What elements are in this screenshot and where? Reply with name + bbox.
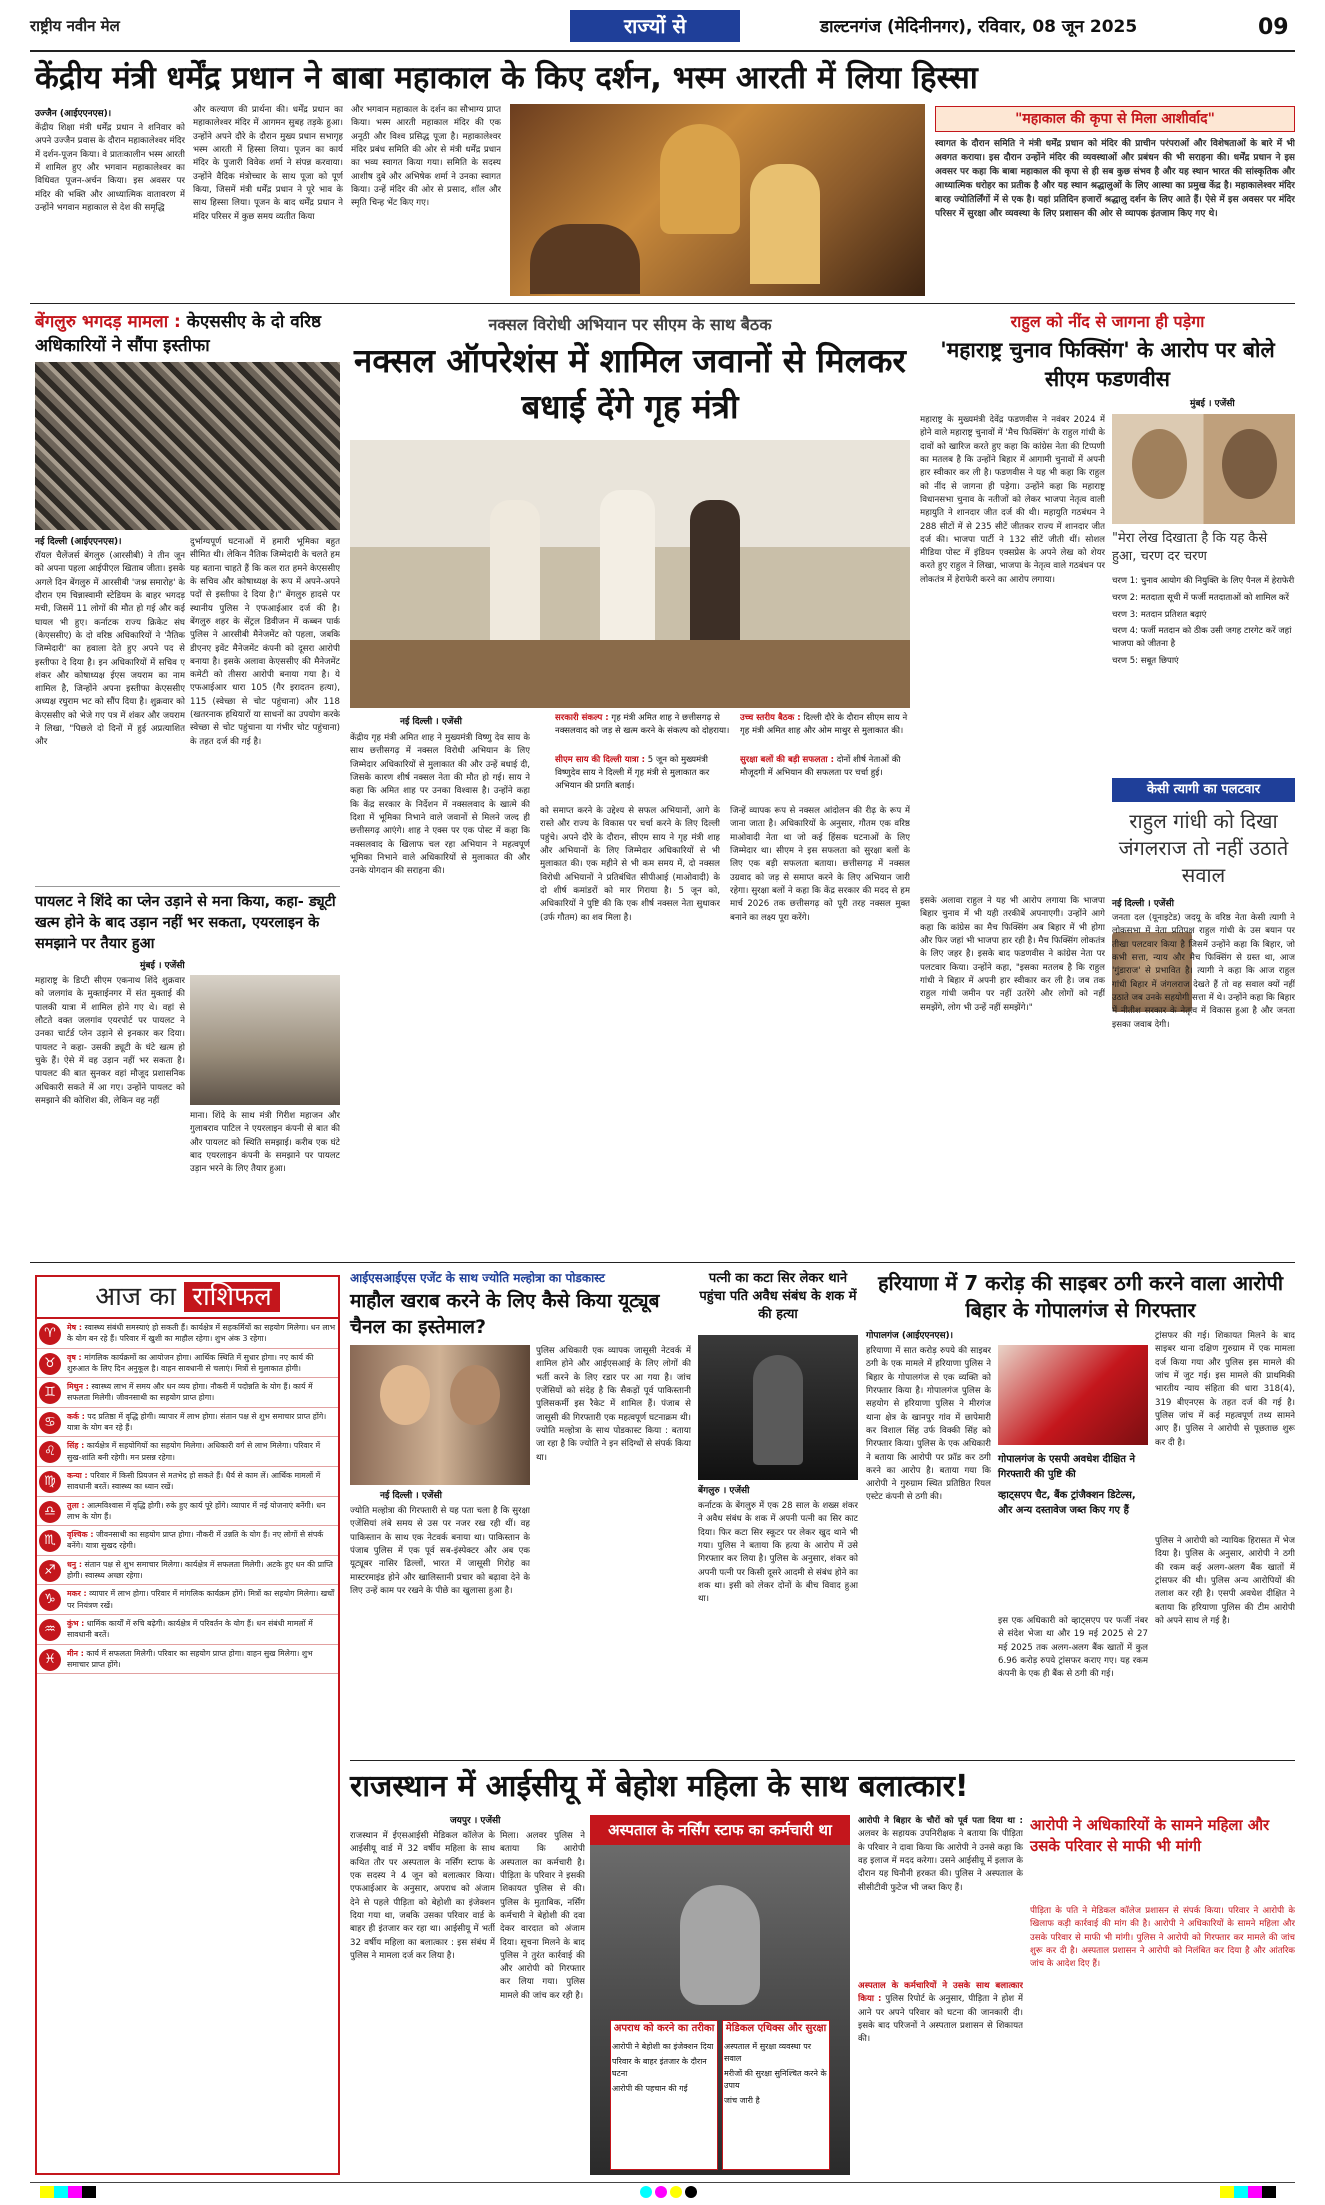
- photo-rahul-fadnavis: [1112, 414, 1295, 524]
- a9-bottom: इस एक अधिकारी को व्हाट्सएप पर फर्जी नंबर से संदेश भेजा था और 19 मई 2025 से 27 मई 2025 तक अलग-अलग बैंक खातों में कुल 6.96 करोड़ रुपये ट्रांसफर कराए गए। यह रकम कंपनी के एक ही बैंक से ठगी की गई।: [998, 1616, 1148, 1680]
- a3-dateline: मुंबई । एजेंसी: [140, 961, 185, 971]
- a4-col2: को समाप्त करने के उद्देश्य से सफल अभियानों, आगे के रास्ते और राज्य के विकास पर चर्चा करने के लिए दिल्ली पहुंचे। अपने दौरे के दौरान, सीएम साय ने गृह मंत्री शाह और अभियानों के लिए जिम्मेदार अधिकारियों से भी मुलाकात की। एक महीने से भी कम समय में, दो नक्सल विरोधी अभियानों ने प्रतिबंधित सीपीआई (माओवादी) के दो शीर्ष कमांडरों को मार गिराया है। 5 जून को, अधिकारियों ने पुष्टि की कि एक शीर्ष नक्सल नेता सुधाकर (उर्फ गौतम) का शव मिला है।: [540, 806, 720, 923]
- a6-dateline: नई दिल्ली । एजेंसी: [1112, 899, 1174, 909]
- a7-col2: पुलिस अधिकारी एक व्यापक जासूसी नेटवर्क में शामिल होने और आईएसआई के लिए लोगों की भर्ती करने के लिए रडार पर आ गया है। जांच एजेंसियों को संदेह है कि सैकड़ों पूर्व पाकिस्तानी पुलिसकर्मी इस रैकेट में शामिल हैं। पंजाब से जासूसी की गिरफ्तारी एक महत्वपूर्ण घटनाक्रम थी। ज्योति मल्होत्रा के साथ पोडकास्ट किया : बताया जा रहा है कि ज्योति ने इन संदिग्धों से संपर्क किया था।: [536, 1346, 691, 1463]
- page-number: 09: [1258, 15, 1289, 40]
- rashi-name: वृश्चिक :: [67, 1530, 94, 1540]
- rashi-row: [37, 1645, 338, 1675]
- a10-col1: राजस्थान में ईएसआईसी मेडिकल कॉलेज के आईसीयू वार्ड में 32 वर्षीय महिला के साथ कथित तौर पर अस्पताल के नर्सिंग स्टाफ के एक सदस्य ने 4 जून को बलात्कार किया। एफआईआर के अनुसार, अपराध को अंजाम देने से पहले पीड़िता को बेहोशी का इंजेक्शन दिया गया था, जबकि उसका परिवार वार्ड के बाहर ही इंतजार कर रहा था। आईसीयू में भर्ती 32 वर्षीय महिला का बलात्कार : इस संबंध में पुलिस ने मामला दर्ज कर लिया है।: [350, 1831, 495, 1961]
- step-2: चरण 2: मतदाता सूची में फर्जी मतदाताओं को शामिल करें: [1112, 592, 1289, 603]
- a9-col2: ट्रांसफर की गई। शिकायत मिलने के बाद साइबर थाना दक्षिण गुरुग्राम में एक मामला दर्ज किया गया और पुलिस इस मामले की जांच में जुट गई। इस मामले की प्राथमिकी भारतीय न्याय संहिता की धारा 318(4), 319 बीएनएस के तहत दर्ज की गई है। पुलिस जांच में कई महत्वपूर्ण तथ्य सामने आए हैं। पुलिस ने आरोपी से पूछताछ शुरू कर दी है।: [1155, 1331, 1295, 1448]
- zodiac-icon: ♒: [39, 1619, 61, 1641]
- rule-3: [30, 1262, 1295, 1263]
- zodiac-icon: ♌: [39, 1441, 61, 1463]
- rashi-text: धार्मिक कार्यों में रुचि बढ़ेगी। कार्यक्षेत्र में परिवर्तन के योग हैं। धन संबंधी मामलों में सावधानी बरतें।: [67, 1618, 313, 1640]
- b4-title: सुरक्षा बलों की बड़ी सफलता :: [740, 755, 834, 765]
- rashi-text: आत्मविश्वास में वृद्धि होगी। रुके हुए कार्य पूरे होंगे। व्यापार में नई योजनाएं बनेंगी। धन लाभ के योग हैं।: [67, 1500, 326, 1521]
- rashi-name: मेष :: [67, 1323, 83, 1332]
- a10-box1: [612, 2022, 716, 2172]
- rashi-text: व्यापार में लाभ होगा। परिवार में मांगलिक कार्यक्रम होंगे। मित्रों का सहयोग मिलेगा। खर्चों पर नियंत्रण रखें।: [67, 1589, 335, 1610]
- a2-headline: [35, 310, 340, 358]
- a8-col1: कर्नाटक के बेंगलुरु में एक 28 साल के शख्स शंकर ने अवैध संबंध के शक में अपनी पत्नी का सिर काट दिया। फिर कटा सिर स्कूटर पर लेकर खुद थाने भी गया। पुलिस ने बताया कि हत्या के आरोप में उसे गिरफ्तार कर लिया है। पुलिस के अनुसार, शंकर को अपनी पत्नी पर किसी दूसरे आदमी से संबंध होने का शक था। इसी को लेकर दोनों के बीच विवाद हुआ था।: [698, 1501, 858, 1605]
- a7-dateline: नई दिल्ली । एजेंसी: [380, 1491, 442, 1501]
- rashi-row: [37, 1378, 338, 1408]
- rashi-name: कुंभ :: [67, 1618, 85, 1628]
- photo-stampede: [35, 362, 340, 530]
- a5-col1: महाराष्ट्र के मुख्यमंत्री देवेंद्र फडणवीस ने नवंबर 2024 में होने वाले महाराष्ट्र चुनावों में 'मैच फिक्सिंग' के राहुल गांधी के दावों को खारिज करते हुए कहा कि कांग्रेस नेता की टिप्पणी का मतलब है कि उन्होंने बिहार में आगामी चुनावों में अपनी हार स्वीकार कर ली है। फडणवीस ने यह भी कहा कि राहुल को नींद से जागना ही पड़ेगा। उन्होंने कहा कि महाराष्ट्र विधानसभा चुनाव के नतीजों को लेकर भाजपा नेतृत्व वाली महायुति ने शानदार जीत दर्ज की थी। महायुति गठबंधन ने 288 सीटों में से 235 सीटें जीतकर राज्य में शानदार जीत दर्ज की। भाजपा पार्टी ने 132 सीटें जीती थीं। सोशल मीडिया पोस्ट में इंडियन एक्सप्रेस के अपने लेख को शेयर करते हुए राहुल ने लिखा, भाजपा के नेतृत्व वाले गठबंधन पर लोकतंत्र में हेराफेरी करने का आरोप लगाया।: [920, 415, 1105, 585]
- a6-headline: राहुल गांधी को दिखा जंगलराज तो नहीं उठाते सवाल: [1118, 809, 1289, 887]
- a10-box2-item-1: अस्पताल में सुरक्षा व्यवस्था पर सवाल: [724, 2041, 812, 2063]
- rashi-row: [37, 1526, 338, 1556]
- rashi-name: कर्क :: [67, 1411, 85, 1421]
- a1-col1: केंद्रीय शिक्षा मंत्री धर्मेंद्र प्रधान ने शनिवार को अपने उज्जैन प्रवास के दौरान महाकालेश्वर मंदिर में दर्शन-पूजन किया। वे प्रातःकालीन भस्म आरती में शामिल हुए और भगवान महाकालेश्वर का विधिवत पूजन-अर्चन किया। इस अवसर पर मंदिर की भक्ति और आध्यात्मिक वातावरण में उन्होंने भगवान महाकाल से देश की समृद्धि: [35, 123, 185, 213]
- a10-side2: [858, 1980, 1023, 2175]
- photo-crime-illustration: [698, 1335, 858, 1480]
- rashi-name: तुला :: [67, 1500, 85, 1510]
- a10-banner: अस्पताल के नर्सिंग स्टाफ का कर्मचारी था: [590, 1815, 850, 1845]
- rashi-name: मकर :: [67, 1589, 87, 1599]
- b3-text: दिल्ली दौरे के दौरान सीएम साय ने गृह मंत्री अमित शाह और ओम माथुर से मुलाकात की।: [740, 713, 908, 736]
- zodiac-icon: ♉: [39, 1353, 61, 1375]
- a6-kicker: केसी त्यागी का पलटवार: [1112, 778, 1295, 802]
- a10-right: पीड़िता के पति ने मेडिकल कॉलेज प्रशासन से संपर्क किया। परिवार ने आरोपी के खिलाफ कड़ी कार्रवाई की मांग की है। आरोपी ने अधिकारियों के सामने महिला और उसके परिवार से माफी भी मांगी। पुलिस ने आरोपी को गिरफ्तार कर मामले की जांच शुरू कर दी है। अस्पताल प्रशासन ने आरोपी को निलंबित कर दिया है और आंतरिक जांच के आदेश दिए हैं।: [1030, 1906, 1295, 1970]
- a4-col3: जिन्हें व्यापक रूप से नक्सल आंदोलन की रीढ़ के रूप में जाना जाता है। अधिकारियों के अनुसार, गौतम एक वरिष्ठ माओवादी नेता था जो कई हिंसक घटनाओं के लिए जिम्मेदार था। सीएम ने इस सफलता को सुरक्षा बलों के लिए एक बड़ी सफलता बताया। छत्तीसगढ़ में नक्सल उग्रवाद को जड़ से समाप्त करने के लिए अभियान जारी रहेगा। सुरक्षा बलों ने कहा कि केंद्र सरकार की मदद से हम मार्च 2026 तक छत्तीसगढ़ को पूरी तरह नक्सल मुक्त बनाने का लक्ष्य पूरा करेंगे।: [730, 806, 910, 923]
- photo-amit-shah-meeting: [350, 440, 910, 708]
- rashi-row: [37, 1585, 338, 1615]
- a10-box1-item-1: आरोपी ने बेहोशी का इंजेक्शन दिया: [612, 2041, 714, 2051]
- a10-dateline: जयपुर । एजेंसी: [450, 1816, 501, 1826]
- rashi-text: परिवार में किसी प्रियजन से मतभेद हो सकते हैं। धैर्य से काम लें। आर्थिक मामलों में सावधानी बरतें। स्वास्थ्य का ध्यान रखें।: [67, 1470, 321, 1492]
- a5-steps: [1112, 575, 1295, 668]
- zodiac-icon: ♋: [39, 1412, 61, 1434]
- a9-headline: हरियाणा में 7 करोड़ की साइबर ठगी करने वाला आरोपी बिहार के गोपालगंज से गिरफ्तार: [877, 1271, 1284, 1322]
- step-4: चरण 4: फर्जी मतदान को ठीक उसी जगह टारगेट करें जहां भाजपा को जीतना है: [1112, 626, 1292, 649]
- a10-side-title: आरोपी ने बिहार के चौरों को पूर्व पता दिया था :: [858, 1816, 1023, 1826]
- a10-right-headline: आरोपी ने अधिकारियों के सामने महिला और उसके परिवार से माफी भी मांगी: [1030, 1816, 1270, 1855]
- a1-col2: और कल्याण की प्रार्थना की। धर्मेंद्र प्रधान का महाकालेश्वर मंदिर में आगमन सुबह तड़के हुआ। उन्होंने अपने दौरे के दौरान मुख्य प्रधान सभागृह भस्म आरती में हिस्सा लिया। पूजन का कार्य मंदिर के पुजारी विवेक शर्मा ने संपन्न करवाया। उन्होंने वैदिक मंत्रोच्चार के साथ पूजा को पूर्ण किया, जिसमें मंत्री धर्मेंद्र प्रधान ने पूरे भाव के साथ हिस्सा लिया। पूजन के बाद धर्मेंद्र प्रधान ने मंदिर परिसर में कुछ समय व्यतीत किया: [193, 105, 343, 222]
- rashi-text: स्वास्थ्य संबंधी समस्याएं हो सकती हैं। कार्यक्षेत्र में सहकर्मियों का सहयोग मिलेगा। धन लाभ के योग बन रहे हैं। परिवार में खुशी का माहौल रहेगा। शुभ अंक 3 रहेगा।: [67, 1323, 336, 1344]
- a1-col3: और भगवान महाकाल के दर्शन का सौभाग्य प्राप्त किया। भस्म आरती महाकाल मंदिर की एक अनूठी और विश्व प्रसिद्ध पूजा है। महाकालेश्वर मंदिर प्रबंध समिति की ओर से मंत्री धर्मेंद्र प्रधान का भव्य स्वागत किया गया। समिति के सदस्य आशीष दुबे और अभिषेक शर्मा ने उनका स्वागत किया। उन्हें मंदिर की ओर से प्रसाद, शॉल और स्मृति चिन्ह भेंट किए गए।: [351, 105, 501, 209]
- rashifal-title-b: राशिफल: [184, 1282, 279, 1312]
- photo-shinde-plane: [190, 975, 340, 1105]
- a10-box1-item-2: परिवार के बाहर इंतजार के दौरान घटना: [612, 2056, 707, 2078]
- a10-side: [858, 1815, 1023, 1975]
- a10-box2-item-2: मरीजों की सुरक्षा सुनिश्चित करने के उपाय: [724, 2068, 827, 2090]
- a10-side2-text: पुलिस रिपोर्ट के अनुसार, पीड़िता ने होश में आने पर अपने परिवार को घटना की जानकारी दी। इसके बाद परिजनों ने अस्पताल प्रशासन से शिकायत की।: [858, 1994, 1023, 2045]
- photo-mahakal-temple: [510, 104, 925, 296]
- quote-banner: "महाकाल की कृपा से मिला आशीर्वाद": [935, 106, 1295, 132]
- a10-col2: मिला। अलवर पुलिस ने बताया कि आरोपी अस्पताल का कर्मचारी है। पीड़िता के परिवार ने इसकी शिकायत पुलिस से की। पुलिस के मुताबिक, नर्सिंग कर्मचारी ने बेहोशी की दवा देकर वारदात को अंजाम दिया। सूचना मिलने के बाद पुलिस ने तुरंत कार्रवाई की और आरोपी को गिरफ्तार कर लिया गया। पुलिस मामले की जांच कर रही है।: [500, 1831, 585, 2001]
- a10-side-text: अलवर के सहायक उपनिरीक्षक ने बताया कि पीड़िता के परिवार ने दावा किया कि आरोपी ने उनसे कहा कि वह इलाज में मदद करेगा। उसने आईसीयू में इलाज के दौरान यह घिनौनी हरकत की। पुलिस ने अस्पताल के सीसीटीवी फुटेज भी जब्त किए हैं।: [858, 1829, 1023, 1893]
- b4-text: दोनों शीर्ष नेताओं की मौजूदगी में अभियान की सफलता पर चर्चा हुई।: [740, 755, 901, 778]
- step-1: चरण 1: चुनाव आयोग की नियुक्ति के लिए पैनल में हेराफेरी: [1112, 576, 1295, 586]
- a9-col1: हरियाणा में सात करोड़ रुपये की साइबर ठगी के एक मामले में हरियाणा पुलिस ने बिहार के गोपालगंज से एक व्यक्ति को गिरफ्तार किया है। गोपालगंज पुलिस के सहयोग से हरियाणा पुलिस ने मीरगंज थाना क्षेत्र के खानपुर गांव में छापेमारी कर विशाल सिंह उर्फ विक्की सिंह को गिरफ्तार किया। पुलिस के एक अधिकारी ने बताया कि आरोपी पर फ्रॉड कर ठगी करने का आरोप है। बताया गया कि आरोपी ने गुरुग्राम स्थित प्रतिष्ठित रियल एस्टेट कंपनी से ठगी की।: [866, 1346, 991, 1503]
- photo-jyoti-malhotra: [350, 1345, 530, 1485]
- a1-quote-text: स्वागत के दौरान समिति ने मंत्री धर्मेंद्र प्रधान को मंदिर की प्राचीन परंपराओं और विशेषताओं के बारे में भी अवगत कराया। इस दौरान उन्होंने मंदिर की व्यवस्थाओं और प्रबंधन की भी सराहना की। धर्मेंद्र प्रधान ने इस अवसर पर कहा कि बाबा महाकाल की कृपा से ही सब कुछ संभव है और यह स्थान भारत की सांस्कृतिक और आध्यात्मिक धरोहर का प्रतीक है और यह स्थान श्रद्धालुओं के लिए आस्था का प्रमुख केंद्र है। महाकालेश्वर मंदिर बारह ज्योतिर्लिंगों में से एक है। यहां प्रतिदिन हजारों श्रद्धालु दर्शन के लिए आते हैं। ऐसे में इस अवसर पर मंदिर परिसर में सुरक्षा और व्यवस्था के लिए प्रशासन की ओर से व्यापक इंतजाम किए गए थे।: [935, 139, 1295, 219]
- rashifal-title-a: आज का: [95, 1282, 177, 1312]
- zodiac-icon: ♓: [39, 1649, 61, 1671]
- a3-col1: महाराष्ट्र के डिप्टी सीएम एकनाथ शिंदे शुक्रवार को जलगांव के मुक्ताईनगर में संत मुक्ताई की पालकी यात्रा में शामिल होने गए थे। वहां से लौटते वक्त जलगांव एयरपोर्ट पर पायलट ने उनका चार्टर्ड प्लेन उड़ाने से इनकार कर दिया। पायलट ने कहा- उसकी ड्यूटी के घंटे खत्म हो चुके हैं। ऐसे में वह उड़ान नहीं भर सकता है। पायलट की बात सुनकर वहां मौजूद प्रशासनिक अधिकारी सकते में आ गए। उन्होंने पायलट को समझाने की कोशिश की, लेकिन वह नहीं: [35, 976, 185, 1106]
- rashi-row: [37, 1349, 338, 1379]
- rashi-name: वृष :: [67, 1352, 82, 1362]
- rashi-name: कन्या :: [67, 1470, 88, 1480]
- a5-dateline: मुंबई । एजेंसी: [1190, 399, 1235, 409]
- a9-col3: पुलिस ने आरोपी को न्यायिक हिरासत में भेज दिया है। पुलिस के अनुसार, आरोपी ने ठगी की रकम कई अलग-अलग बैंक खातों में ट्रांसफर की थी। पुलिस अन्य आरोपियों की तलाश कर रही है। एसपी अवधेश दीक्षित ने बताया कि हरियाणा पुलिस की टीम आरोपी को अपने साथ ले गई है।: [1155, 1536, 1295, 1626]
- a4-bullet-3: [740, 712, 910, 752]
- rashi-row: [37, 1615, 338, 1645]
- b2-text: 5 जून को मुख्यमंत्री विष्णुदेव साय ने दिल्ली में गृह मंत्री से मुलाकात कर अभियान की प्रगति बताई।: [555, 755, 710, 791]
- rashifal-list: [37, 1319, 338, 1674]
- rashi-row: [37, 1319, 338, 1349]
- a2-dateline: नई दिल्ली (आईएएनएस)।: [35, 537, 122, 547]
- dateline-bar: डाल्टनगंज (मेदिनीनगर), रविवार, 08 जून 2025: [820, 17, 1138, 37]
- a2-col2: दुर्भाग्यपूर्ण घटनाओं में हमारी भूमिका बहुत सीमित थी। लेकिन नैतिक जिम्मेदारी के चलते हम यह बताना चाहते हैं कि कल रात हमने केएससीए के सचिव और कोषाध्यक्ष के रूप में अपने-अपने पदों से इस्तीफा दे दिया है।" बेंगलुरु हादसे पर स्थानीय पुलिस ने एफआईआर दर्ज की है। बेंगलुरु शहर के सेंट्रल डिवीजन में कब्बन पार्क पुलिस ने आरसीबी मैनेजमेंट को पहला, जबकि डीएनए इवेंट मैनेजमेंट कंपनी को दूसरा आरोपी बनाया है। इसके अलावा केएससीए की मैनेजमेंट कमेटी को तीसरा आरोपी बनाया गया है। ये एफआईआर धारा 105 (गैर इरादतन हत्या), 115 (स्वेच्छा से चोट पहुंचाना) और 118 (खतरनाक हथियारों या साधनों का उपयोग करके स्वेच्छा से चोट पहुंचाना या गंभीर चोट पहुंचाना) के तहत दर्ज की गई है।: [190, 537, 340, 747]
- rashi-row: [37, 1497, 338, 1527]
- rashi-text: जीवनसाथी का सहयोग प्राप्त होगा। नौकरी में उन्नति के योग हैं। नए लोगों से संपर्क बनेंगे। यात्रा सुखद रहेगी।: [67, 1530, 324, 1551]
- zodiac-icon: ♊: [39, 1382, 61, 1404]
- a10-box2-item-3: जांच जारी है: [724, 2095, 760, 2105]
- a9-dateline: गोपालगंज (आईएएनएस)।: [866, 1331, 954, 1341]
- a10-headline: राजस्थान में आईसीयू में बेहोश महिला के साथ बलात्कार!: [350, 1769, 969, 1804]
- rashi-name: सिंह :: [67, 1441, 85, 1451]
- a5-topline: राहुल को नींद से जागना ही पड़ेगा: [1010, 312, 1205, 331]
- masthead-rule: [30, 50, 1295, 52]
- headline-mahakal: केंद्रीय मंत्री धर्मेंद्र प्रधान ने बाबा महाकाल के किए दर्शन, भस्म आरती में लिया हिस्सा: [35, 60, 978, 96]
- a5-col2: इसके अलावा राहुल ने यह भी आरोप लगाया कि भाजपा बिहार चुनाव में भी यही तरकीबें अपनाएगी। उन्होंने आगे कहा कि कांग्रेस का मैच फिक्सिंग अब बिहार में भी होगा और फिर जहां भी भाजपा हार रही है। मैच फिक्सिंग लोकतंत्र के लिए जहर है। इसके बाद फडणवीस ने कांग्रेस नेता पर पलटवार किया। उन्होंने कहा, "इसका मतलब है कि राहुल गांधी ने बिहार में अपनी हार स्वीकार कर ली है। जब तक राहुल गांधी जमीन पर नहीं उतरेंगे और लोगों को नहीं समझेंगे, लोग भी उन्हें नहीं समझेंगे।": [920, 896, 1105, 1013]
- rashi-text: संतान पक्ष से शुभ समाचार मिलेगा। कार्यक्षेत्र में सफलता मिलेगी। अटके हुए धन की प्राप्ति होगी। स्वास्थ्य अच्छा रहेगा।: [67, 1559, 333, 1581]
- a2-headline-text: केएससीए के दो वरिष्ठ अधिकारियों ने सौंपा इस्तीफा: [35, 312, 322, 356]
- rashifal-box: [35, 1275, 340, 2175]
- rashi-row: [37, 1408, 338, 1438]
- footer-marks: [30, 2182, 1295, 2198]
- rashi-name: मिथुन :: [67, 1382, 89, 1392]
- b1-title: सरकारी संकल्प :: [555, 713, 609, 723]
- a2-col1: रॉयल चैलेंजर्स बेंगलुरु (आरसीबी) ने तीन जून को अपना पहला आईपीएल खिताब जीता। इसके अगले दिन बेंगलुरु में आरसीबी 'जश्न समारोह' के दौरान एम चिन्नास्वामी स्टेडियम के बाहर भगदड़ मची, जिसमें 11 लोगों की मौत हो गई और कई घायल भी हुए। कर्नाटक राज्य क्रिकेट संघ (केएससीए) के दो वरिष्ठ अधिकारियों ने 'नैतिक जिम्मेदारी' का हवाला देते हुए अपने पद से इस्तीफा दे दिया है। इन अधिकारियों में सचिव ए शंकर और कोषाध्यक्ष ईएस जयराम का नाम शामिल है, जिन्होंने अपना इस्तीफा केएससीए अध्यक्ष रघुराम भट को सौंप दिया है। शुक्रवार को केएससीए को भेजे गए पत्र में शंकर और जयराम ने लिखा, "पिछले दो दिनों में हुई अप्रत्याशित और: [35, 551, 185, 748]
- photo-handcuffs: [998, 1345, 1148, 1445]
- a10-box1-title: अपराध को करने का तरीका: [613, 2023, 715, 2034]
- b1-text: गृह मंत्री अमित शाह ने छत्तीसगढ़ से नक्सलवाद को जड़ से खत्म करने के संकल्प को दोहराया।: [555, 713, 730, 736]
- a9-bullets: [998, 1452, 1148, 1518]
- masthead: [30, 10, 1295, 48]
- step-3: चरण 3: मतदान प्रतिशत बढ़ाएं: [1112, 609, 1207, 620]
- a4-bullet-4: [740, 754, 910, 799]
- zodiac-icon: ♈: [39, 1323, 61, 1345]
- a4-col1: केंद्रीय गृह मंत्री अमित शाह ने मुख्यमंत्री विष्णु देव साय के साथ छत्तीसगढ़ में नक्सल विरोधी अभियान के लिए जिम्मेदार अधिकारियों से मुलाकात की और उन्हें बधाई दी, जिसके कारण शीर्ष नक्सल नेता की मौत हो गई। साय ने कहा कि अमित शाह पर उनका विश्वास है। उन्होंने कहा कि केंद्र सरकार के निर्देशन में नक्सलवाद के खात्मे की दिशा में भूमिका निभाने वाले जवानों से मिलने जल्द ही छत्तीसगढ़ आएंगे। शाह ने एक्स पर एक पोस्ट में कहा कि नक्सलवाद के खिलाफ चल रहा अभियान ने महत्वपूर्ण भूमिका निभाने वाले अधिकारियों से मुलाकात की और उनके योगदान की सराहना की।: [350, 733, 530, 877]
- a7-topline: आईएसआईएस एजेंट के साथ ज्योति मल्होत्रा का पोडकास्ट: [350, 1271, 605, 1285]
- rashi-name: धनु :: [67, 1559, 82, 1569]
- rashifal-title: [37, 1277, 338, 1319]
- a10-box2-title: मेडिकल एथिक्स और सुरक्षा: [725, 2023, 827, 2034]
- zodiac-icon: ♐: [39, 1560, 61, 1582]
- rule-4: [350, 1760, 1295, 1761]
- a5-quote: "मेरा लेख दिखाता है कि यह कैसे हुआ, चरण दर चरण: [1112, 531, 1268, 564]
- rashi-row: [37, 1467, 338, 1497]
- rashi-text: मांगलिक कार्यक्रमों का आयोजन होगा। आर्थिक स्थिति में सुधार होगा। नए कार्य की शुरुआत के लिए दिन अनुकूल है। वाहन सावधानी से चलाएं। मित्रों से मुलाकात होगी।: [67, 1352, 314, 1373]
- a6-col1: जनता दल (यूनाइटेड) जदयू के वरिष्ठ नेता केसी त्यागी ने लोकसभा में नेता प्रतिपक्ष राहुल गांधी के उस बयान पर तीखा पलटवार किया है जिसमें उन्होंने कहा कि बिहार, जो कभी सत्ता, न्याय और मैच फिक्सिंग से ग्रस्त था, आज 'गुंडाराज' से प्रभावित है। त्यागी ने कहा कि आज राहुल गांधी बिहार में जंगलराज देखते हैं तो वह सवाल क्यों नहीं उठाते जब उनके सहयोगी सत्ता में थे। उन्होंने कहा कि बिहार में नीतीश सरकार के नेतृत्व में विकास हुआ है और जनता इसका जवाब देगी।: [1112, 913, 1295, 1030]
- a8-dateline: बेंगलुरु । एजेंसी: [698, 1486, 750, 1496]
- a7-col1: ज्योति मल्होत्रा की गिरफ्तारी से यह पता चला है कि सुरक्षा एजेंसियां लंबे समय से उस पर नजर रख रही थीं। वह पाकिस्तान के साथ एक नेटवर्क बनाया था। पाकिस्तान के पंजाब पुलिस में एक पूर्व सब-इंस्पेक्टर और अब एक यूट्यूबर नासिर ढिल्लों, भारत में जासूसी गिरोह का मास्टरमाइंड होने और खालिस्तानी प्रचार को बढ़ावा देने के लिए उन्हें काम पर रखने के पीछे का खुलासा हुआ है।: [350, 1506, 530, 1596]
- rashi-text: स्वास्थ्य लाभ में समय और धन व्यय होगा। नौकरी में पदोन्नति के योग हैं। कार्य में सफलता मिलेगी। जीवनसाथी का सहयोग प्राप्त होगा।: [67, 1382, 313, 1403]
- paper-name: राष्ट्रीय नवीन मेल: [30, 17, 120, 35]
- rashi-text: पद प्रतिष्ठा में वृद्धि होगी। व्यापार में लाभ होगा। संतान पक्ष से शुभ समाचार प्राप्त होंगे। यात्रा के योग बन रहे हैं।: [67, 1411, 327, 1433]
- a9-bullet-2: व्हाट्सएप चैट, बैंक ट्रांजैक्शन डिटेल्स, और अन्य दस्तावेज जब्त किए गए हैं: [998, 1490, 1136, 1516]
- a2-kicker: बेंगलुरु भगदड़ मामला :: [35, 312, 181, 332]
- rashi-row: [37, 1437, 338, 1467]
- a4-bullet-2: [555, 754, 730, 799]
- zodiac-icon: ♑: [39, 1589, 61, 1611]
- a4-headline: नक्सल ऑपरेशंस में शामिल जवानों से मिलकर बधाई देंगे गृह मंत्री: [354, 341, 906, 426]
- a4-bullet-1: [555, 712, 730, 752]
- b2-title: सीएम साय की दिल्ली यात्रा :: [555, 755, 646, 765]
- a8-headline: पत्नी का कटा सिर लेकर थाने पहुंचा पति अवैध संबंध के शक में की हत्या: [699, 1271, 857, 1322]
- b3-title: उच्च स्तरीय बैठक :: [740, 713, 801, 723]
- a10-side2-title: अस्पताल के कर्मचारियों ने उसके साथ बलात्कार किया :: [858, 1981, 1023, 2005]
- a7-headline: माहौल खराब करने के लिए कैसे किया यूट्यूब चैनल का इस्तेमाल?: [350, 1290, 660, 1338]
- a9-bullet-1: गोपालगंज के एसपी अवधेश दीक्षित ने गिरफ्तारी की पुष्टि की: [998, 1454, 1136, 1480]
- zodiac-icon: ♎: [39, 1501, 61, 1523]
- rashi-name: मीन :: [67, 1648, 84, 1658]
- a3-col2: माना। शिंदे के साथ मंत्री गिरीश महाजन और गुलाबराव पाटिल ने एयरलाइन कंपनी से बात की और पायलट को स्थिति समझाई। करीब एक घंटे बाद एयरलाइन कंपनी के समझाने पर पायलट उड़ान भरने के लिए तैयार हुआ।: [190, 1111, 340, 1175]
- rule-1: [30, 303, 1295, 304]
- step-5: चरण 5: सबूत छिपाएं: [1112, 655, 1179, 666]
- rashi-text: कार्य में सफलता मिलेगी। परिवार का सहयोग प्राप्त होगा। वाहन सुख मिलेगा। शुभ समाचार प्राप्त होंगे।: [67, 1648, 313, 1669]
- a1-dateline: उज्जैन (आईएएनएस)।: [35, 109, 112, 119]
- zodiac-icon: ♏: [39, 1530, 61, 1552]
- a10-box2: [724, 2022, 828, 2172]
- section-banner: राज्यों से: [570, 10, 740, 42]
- zodiac-icon: ♍: [39, 1471, 61, 1493]
- a4-dateline: नई दिल्ली । एजेंसी: [400, 717, 462, 727]
- a4-topline: नक्सल विरोधी अभियान पर सीएम के साथ बैठक: [488, 315, 772, 334]
- a3-headline: पायलट ने शिंदे का प्लेन उड़ाने से मना किया, कहा- ड्यूटी खत्म होने के बाद उड़ान नहीं भर सकता, एयरलाइन के समझाने पर तैयार हुआ: [35, 894, 336, 952]
- a5-headline: 'महाराष्ट्र चुनाव फिक्सिंग' के आरोप पर बोले सीएम फडणवीस: [940, 338, 1275, 391]
- rule-2: [35, 886, 340, 887]
- rashi-row: [37, 1556, 338, 1586]
- a10-box1-item-3: आरोपी की पहचान की गई: [612, 2083, 688, 2093]
- rashi-text: कार्यक्षेत्र में सहयोगियों का सहयोग मिलेगा। अधिकारी वर्ग से लाभ मिलेगा। परिवार में सुख-शांति बनी रहेगी। मन प्रसन्न रहेगा।: [67, 1441, 321, 1462]
